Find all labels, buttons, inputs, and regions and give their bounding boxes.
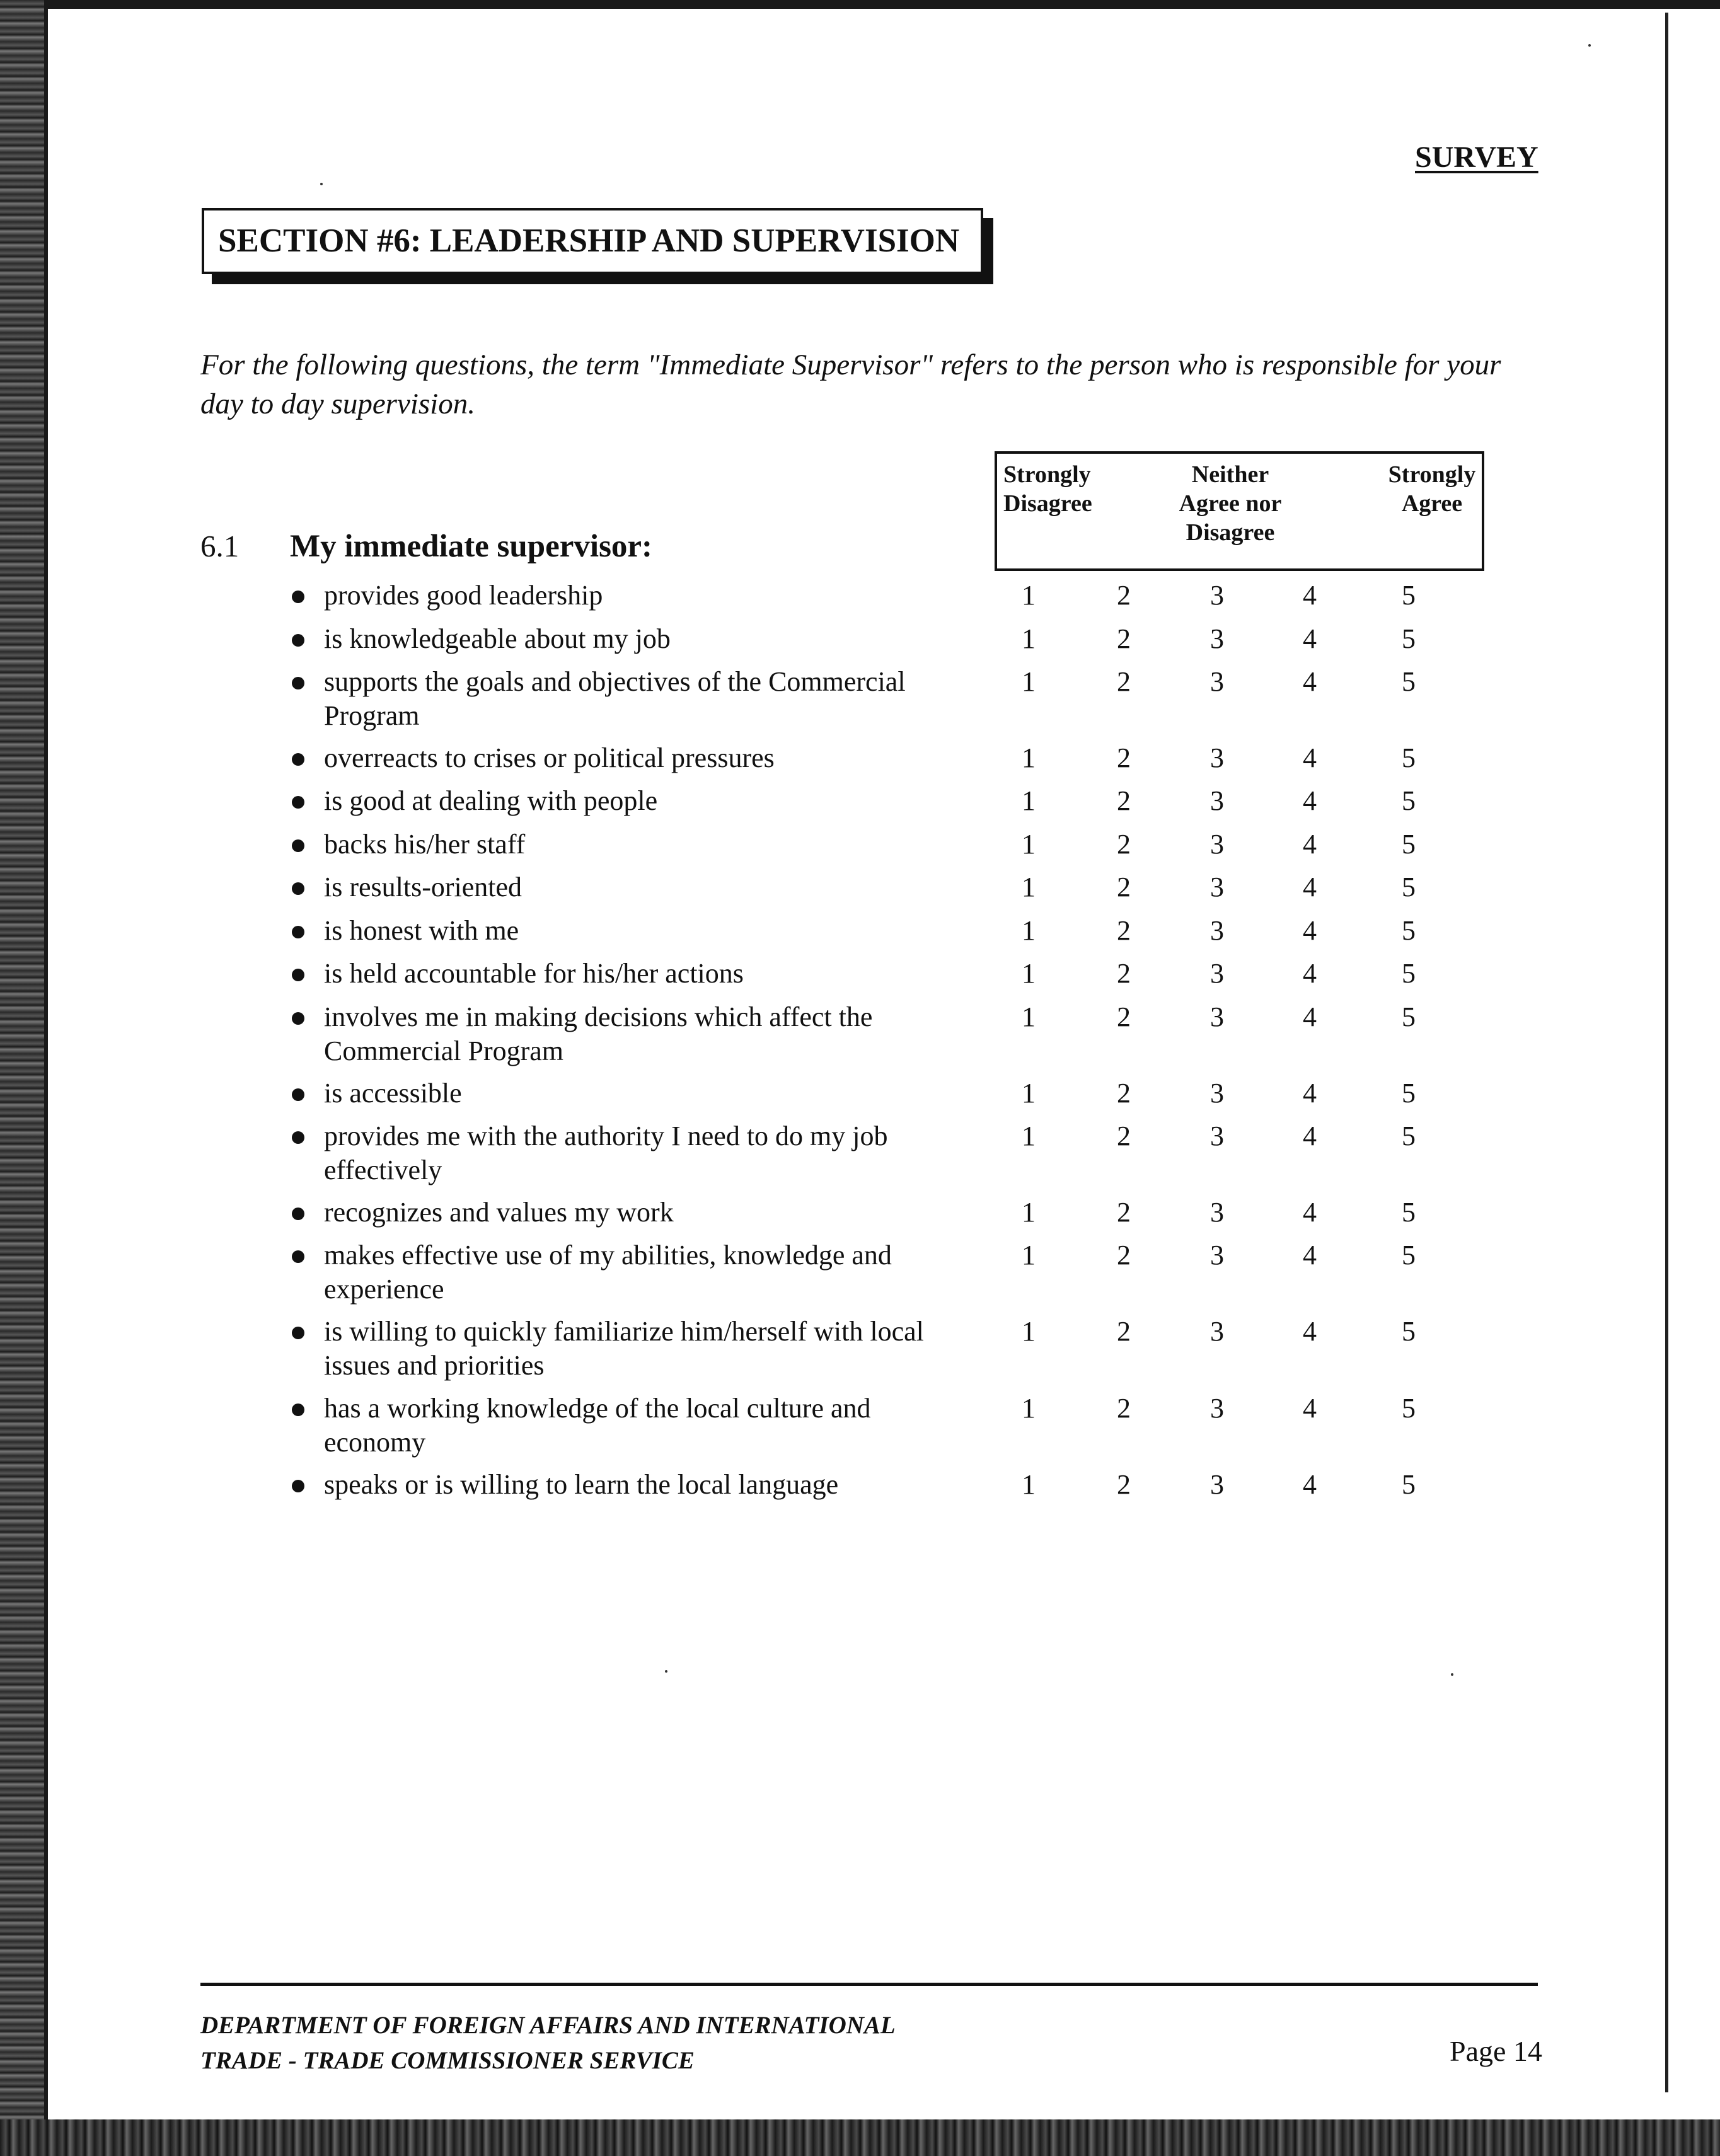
rating-option-5[interactable]: 5	[1402, 1121, 1416, 1151]
section-title: SECTION #6: LEADERSHIP AND SUPERVISION	[218, 222, 960, 259]
scale-mid-line-1: Neither	[1191, 461, 1269, 488]
bullet-icon	[292, 1208, 304, 1220]
scale-mid-line-2: Agree nor	[1179, 490, 1282, 517]
rating-option-2[interactable]: 2	[1117, 829, 1131, 860]
survey-item-line-1: has a working knowledge of the local culture and	[324, 1393, 871, 1424]
rating-option-2[interactable]: 2	[1117, 1316, 1131, 1347]
rating-option-2[interactable]: 2	[1117, 1078, 1131, 1109]
scan-speck	[1451, 1673, 1453, 1676]
rating-option-1[interactable]: 1	[1022, 1121, 1036, 1151]
survey-item-text	[324, 827, 973, 862]
survey-item-line-1: is honest with me	[324, 915, 519, 946]
survey-item-text	[324, 1315, 973, 1383]
rating-option-5[interactable]: 5	[1402, 1001, 1416, 1032]
bullet-icon	[292, 634, 304, 647]
survey-item-line-2: effectively	[324, 1155, 442, 1185]
rating-option-1[interactable]: 1	[1022, 666, 1036, 697]
rating-option-3[interactable]: 3	[1210, 872, 1224, 902]
rating-option-3[interactable]: 3	[1210, 666, 1224, 697]
rating-option-3[interactable]: 3	[1210, 958, 1224, 989]
survey-item-text	[324, 870, 973, 904]
scale-high-line-1: Strongly	[1388, 461, 1476, 488]
footer-department	[200, 2008, 896, 2078]
rating-option-2[interactable]: 2	[1117, 1121, 1131, 1151]
rating-option-3[interactable]: 3	[1210, 1121, 1224, 1151]
bullet-icon	[292, 1088, 304, 1101]
survey-item-line-1: recognizes and values my work	[324, 1197, 674, 1228]
rating-option-3[interactable]: 3	[1210, 829, 1224, 860]
survey-item-line-1: supports the goals and objectives of the Commercial	[324, 666, 906, 697]
rating-option-3[interactable]: 3	[1210, 1197, 1224, 1228]
survey-item-text	[324, 1000, 973, 1068]
rating-option-1[interactable]: 1	[1022, 1316, 1036, 1347]
intro-line-2: day to day supervision.	[200, 388, 475, 420]
rating-option-2[interactable]: 2	[1117, 742, 1131, 773]
rating-option-5[interactable]: 5	[1402, 872, 1416, 902]
rating-option-5[interactable]: 5	[1402, 829, 1416, 860]
survey-item-line-1: involves me in making decisions which affect the	[324, 1001, 873, 1032]
survey-item-text	[324, 1238, 973, 1306]
rating-option-2[interactable]: 2	[1117, 1393, 1131, 1424]
rating-option-3[interactable]: 3	[1210, 742, 1224, 773]
bullet-icon	[292, 839, 304, 852]
intro-text	[200, 345, 1530, 424]
rating-option-1[interactable]: 1	[1022, 1078, 1036, 1109]
survey-item-line-2: economy	[324, 1427, 426, 1458]
rating-option-2[interactable]: 2	[1117, 872, 1131, 902]
rating-option-2[interactable]: 2	[1117, 958, 1131, 989]
survey-item-line-1: speaks or is willing to learn the local language	[324, 1469, 839, 1500]
rating-option-3[interactable]: 3	[1210, 1469, 1224, 1500]
scan-edge-left	[0, 0, 44, 2156]
scale-low-line-1: Strongly	[1003, 461, 1091, 488]
survey-item-text	[324, 665, 973, 733]
rating-option-4[interactable]: 4	[1303, 1197, 1317, 1228]
page-number: Page 14	[1450, 2035, 1542, 2067]
rating-option-1[interactable]: 1	[1022, 829, 1036, 860]
bullet-icon	[292, 882, 304, 895]
survey-item-line-1: backs his/her staff	[324, 829, 526, 860]
rating-option-4[interactable]: 4	[1303, 958, 1317, 989]
survey-item-line-2: issues and priorities	[324, 1350, 545, 1381]
rating-option-4[interactable]: 4	[1303, 1316, 1317, 1347]
survey-item-text	[324, 622, 973, 656]
rating-option-2[interactable]: 2	[1117, 1197, 1131, 1228]
bullet-icon	[292, 1327, 304, 1339]
bullet-icon	[292, 1404, 304, 1416]
rating-option-3[interactable]: 3	[1210, 1078, 1224, 1109]
survey-item-line-2: Program	[324, 700, 420, 731]
bullet-icon	[292, 1480, 304, 1492]
rating-option-5[interactable]: 5	[1402, 623, 1416, 654]
rating-option-5[interactable]: 5	[1402, 915, 1416, 946]
footer-line-2: TRADE - TRADE COMMISSIONER SERVICE	[200, 2047, 695, 2074]
rating-option-3[interactable]: 3	[1210, 1316, 1224, 1347]
rating-scale-header	[995, 451, 1484, 571]
scan-speck	[665, 1670, 667, 1673]
rating-option-2[interactable]: 2	[1117, 785, 1131, 816]
rating-option-3[interactable]: 3	[1210, 915, 1224, 946]
rating-option-4[interactable]: 4	[1303, 1001, 1317, 1032]
rating-option-4[interactable]: 4	[1303, 1078, 1317, 1109]
rating-option-1[interactable]: 1	[1022, 872, 1036, 902]
footer-line-1: DEPARTMENT OF FOREIGN AFFAIRS AND INTERNATIONAL	[200, 2012, 896, 2039]
question-title: My immediate supervisor:	[290, 529, 653, 564]
survey-item-line-1: is willing to quickly familiarize him/herself with local	[324, 1316, 924, 1347]
rating-option-1[interactable]: 1	[1022, 580, 1036, 611]
rating-option-3[interactable]: 3	[1210, 623, 1224, 654]
rating-option-3[interactable]: 3	[1210, 1393, 1224, 1424]
rating-option-3[interactable]: 3	[1210, 1001, 1224, 1032]
bullet-icon	[292, 796, 304, 809]
rating-option-5[interactable]: 5	[1402, 1469, 1416, 1500]
intro-line-1: For the following questions, the term "Immediate Supervisor" refers to the person who is responsible for your	[200, 349, 1501, 381]
rating-option-1[interactable]: 1	[1022, 1240, 1036, 1271]
survey-heading: SURVEY	[1415, 141, 1538, 174]
bullet-icon	[292, 1012, 304, 1025]
rating-option-4[interactable]: 4	[1303, 1240, 1317, 1271]
rating-option-4[interactable]: 4	[1303, 829, 1317, 860]
scale-strongly-agree	[1382, 460, 1482, 518]
survey-item-line-1: is accessible	[324, 1078, 462, 1109]
rating-option-5[interactable]: 5	[1402, 1078, 1416, 1109]
survey-item-line-1: provides me with the authority I need to do my job	[324, 1121, 888, 1151]
rating-option-2[interactable]: 2	[1117, 915, 1131, 946]
rating-option-2[interactable]: 2	[1117, 623, 1131, 654]
rating-option-1[interactable]: 1	[1022, 785, 1036, 816]
rating-option-1[interactable]: 1	[1022, 623, 1036, 654]
survey-item-text	[324, 1392, 973, 1460]
rating-option-3[interactable]: 3	[1210, 1240, 1224, 1271]
survey-item-text	[324, 1468, 973, 1502]
rating-option-2[interactable]: 2	[1117, 580, 1131, 611]
rating-option-1[interactable]: 1	[1022, 742, 1036, 773]
rating-option-2[interactable]: 2	[1117, 1240, 1131, 1271]
bullet-icon	[292, 969, 304, 981]
scale-mid-line-3: Disagree	[1186, 519, 1275, 546]
question-number: 6.1	[200, 529, 240, 563]
scale-low-line-2: Disagree	[1003, 490, 1092, 517]
survey-item-text	[324, 1076, 973, 1110]
scan-edge-bottom	[0, 2119, 1720, 2156]
rating-option-5[interactable]: 5	[1402, 1393, 1416, 1424]
bullet-icon	[292, 591, 304, 603]
rating-option-4[interactable]: 4	[1303, 742, 1317, 773]
survey-item-text	[324, 579, 973, 613]
rating-option-3[interactable]: 3	[1210, 785, 1224, 816]
bullet-icon	[292, 1250, 304, 1263]
scale-neither	[1167, 460, 1293, 547]
survey-item-text	[324, 1196, 973, 1230]
survey-item-text	[324, 784, 973, 818]
survey-item-text	[324, 914, 973, 948]
survey-item-line-2: experience	[324, 1274, 444, 1305]
scan-speck	[320, 183, 323, 185]
rating-option-5[interactable]: 5	[1402, 666, 1416, 697]
survey-item-text	[324, 957, 973, 991]
survey-item-text	[324, 741, 973, 775]
footer-divider	[200, 1983, 1538, 1986]
rating-option-4[interactable]: 4	[1303, 666, 1317, 697]
rating-option-4[interactable]: 4	[1303, 623, 1317, 654]
rating-option-1[interactable]: 1	[1022, 915, 1036, 946]
bullet-icon	[292, 926, 304, 938]
rating-option-5[interactable]: 5	[1402, 785, 1416, 816]
survey-item-line-1: is held accountable for his/her actions	[324, 958, 744, 989]
rating-option-4[interactable]: 4	[1303, 1469, 1317, 1500]
rating-option-4[interactable]: 4	[1303, 580, 1317, 611]
rating-option-5[interactable]: 5	[1402, 580, 1416, 611]
survey-item-line-2: Commercial Program	[324, 1035, 564, 1066]
rating-option-1[interactable]: 1	[1022, 1469, 1036, 1500]
rating-option-2[interactable]: 2	[1117, 1469, 1131, 1500]
rating-option-1[interactable]: 1	[1022, 1197, 1036, 1228]
survey-item-line-1: is knowledgeable about my job	[324, 623, 671, 654]
survey-item-line-1: is good at dealing with people	[324, 785, 658, 816]
rating-option-5[interactable]: 5	[1402, 742, 1416, 773]
rating-option-5[interactable]: 5	[1402, 1316, 1416, 1347]
bullet-icon	[292, 753, 304, 766]
rating-option-1[interactable]: 1	[1022, 958, 1036, 989]
survey-item-line-1: makes effective use of my abilities, knowledge and	[324, 1240, 892, 1271]
rating-option-5[interactable]: 5	[1402, 1197, 1416, 1228]
rating-option-2[interactable]: 2	[1117, 666, 1131, 697]
survey-item-line-1: is results-oriented	[324, 872, 522, 902]
rating-option-4[interactable]: 4	[1303, 1393, 1317, 1424]
rating-option-1[interactable]: 1	[1022, 1001, 1036, 1032]
rating-option-4[interactable]: 4	[1303, 785, 1317, 816]
rating-option-4[interactable]: 4	[1303, 1121, 1317, 1151]
scan-edge-top	[0, 0, 1720, 9]
rating-option-4[interactable]: 4	[1303, 872, 1317, 902]
rating-option-4[interactable]: 4	[1303, 915, 1317, 946]
bullet-icon	[292, 677, 304, 689]
rating-option-3[interactable]: 3	[1210, 580, 1224, 611]
scale-strongly-disagree	[1003, 460, 1092, 518]
survey-item-text	[324, 1119, 973, 1187]
scan-speck	[1588, 44, 1591, 47]
section-title-box	[202, 208, 983, 274]
survey-item-line-1: provides good leadership	[324, 580, 603, 611]
rating-option-2[interactable]: 2	[1117, 1001, 1131, 1032]
rating-option-1[interactable]: 1	[1022, 1393, 1036, 1424]
survey-item-line-1: overreacts to crises or political pressures	[324, 742, 775, 773]
bullet-icon	[292, 1131, 304, 1144]
scan-edge-right	[1665, 13, 1668, 2092]
rating-option-5[interactable]: 5	[1402, 1240, 1416, 1271]
scale-high-line-2: Agree	[1401, 490, 1463, 517]
rating-option-5[interactable]: 5	[1402, 958, 1416, 989]
